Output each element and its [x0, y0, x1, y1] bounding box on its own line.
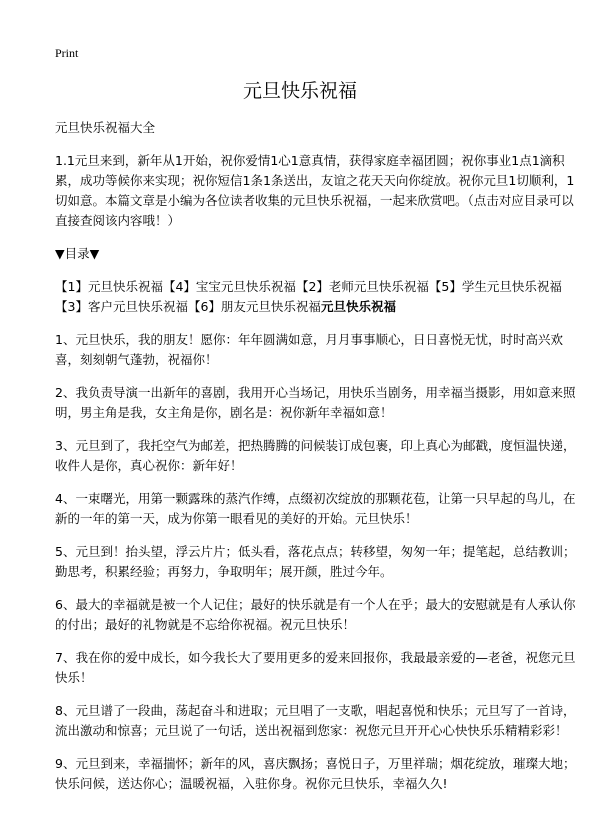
page-title: 元旦快乐祝福 [242, 80, 357, 102]
toc-link-3[interactable]: 【3】客户元旦快乐祝福 [55, 299, 188, 314]
list-item: 1、元旦快乐，我的朋友！愿你：年年圆满如意，月月事事顺心，日日喜悦无忧，时时高兴欢喜，刻刻朝气蓬勃，祝福你！ [55, 332, 563, 367]
toc-header: ▼目录▼ [55, 246, 100, 261]
table-of-contents [55, 277, 580, 317]
toc-link-4[interactable]: 【4】宝宝元旦快乐祝福 [162, 279, 296, 294]
intro-paragraph: 1.1元旦来到，新年从1开始，祝你爱情1心1意真情，获得家庭幸福团圆；祝你事业1点1滴积累，成功等候你来实现；祝你短信1条1条送出，友谊之花天天向你绽放。祝你元旦1切顺利，1切如意。本篇文章是小编为各位读者收集的元旦快乐祝福，一起来欣赏吧。（点击对应目录可以直接查阅该内容哦！） [55, 153, 575, 228]
toc-current-section: 元旦快乐祝福 [320, 299, 396, 314]
article-content [55, 118, 580, 807]
toc-link-1[interactable]: 【1】元旦快乐祝福 [55, 279, 163, 294]
list-item: 7、我在你的爱中成长，如今我长大了要用更多的爱来回报你，我最最亲爱的—老爸，祝您元旦快乐！ [55, 650, 576, 685]
list-item: 4、一束曙光，用第一颗露珠的蒸汽作缚，点缀初次绽放的那颗花苞，让第一只早起的鸟儿，在新的一年的第一天，成为你第一眼看见的美好的开始。元旦快乐！ [55, 491, 576, 526]
list-item: 3、元旦到了，我托空气为邮差，把热腾腾的问候装订成包裹，印上真心为邮戳，度恒温快递，收件人是你，真心祝你：新年好！ [55, 438, 576, 473]
article-subtitle: 元旦快乐祝福大全 [55, 120, 156, 135]
list-item: 9、元旦到来，幸福揣怀；新年的风，喜庆飘扬；喜悦日子，万里祥瑞；烟花绽放，璀璨大地；快乐问候，送达你心；温暖祝福，入驻你身。祝你元旦快乐，幸福久久! [55, 756, 576, 791]
toc-link-5[interactable]: 【5】学生元旦快乐祝福 [428, 279, 562, 294]
print-link[interactable]: Print [55, 46, 79, 60]
toc-link-6[interactable]: 【6】朋友元旦快乐祝福 [187, 299, 321, 314]
list-item: 8、元旦谱了一段曲，荡起奋斗和进取；元旦唱了一支歌，唱起喜悦和快乐；元旦写了一首诗，流出激动和惊喜；元旦说了一句话，送出祝福到您家：祝您元旦开开心心快快乐乐精精彩彩！ [55, 703, 576, 738]
list-item: 5、元旦到！抬头望，浮云片片；低头看，落花点点；转移望，匆匆一年；提笔起，总结教训；勤思考，积累经验；再努力，争取明年；展开颜，胜过今年。 [55, 544, 576, 579]
list-item: 2、我负责导演一出新年的喜剧，我用开心当场记，用快乐当剧务，用幸福当摄影，用如意来照明，男主角是我，女主角是你，剧名是：祝你新年幸福如意！ [55, 385, 576, 420]
toc-link-2[interactable]: 【2】老师元旦快乐祝福 [295, 279, 429, 294]
list-item: 6、最大的幸福就是被一个人记住；最好的快乐就是有一个人在乎；最大的安慰就是有人承认你的付出；最好的礼物就是不忘给你祝福。祝元旦快乐！ [55, 597, 576, 632]
